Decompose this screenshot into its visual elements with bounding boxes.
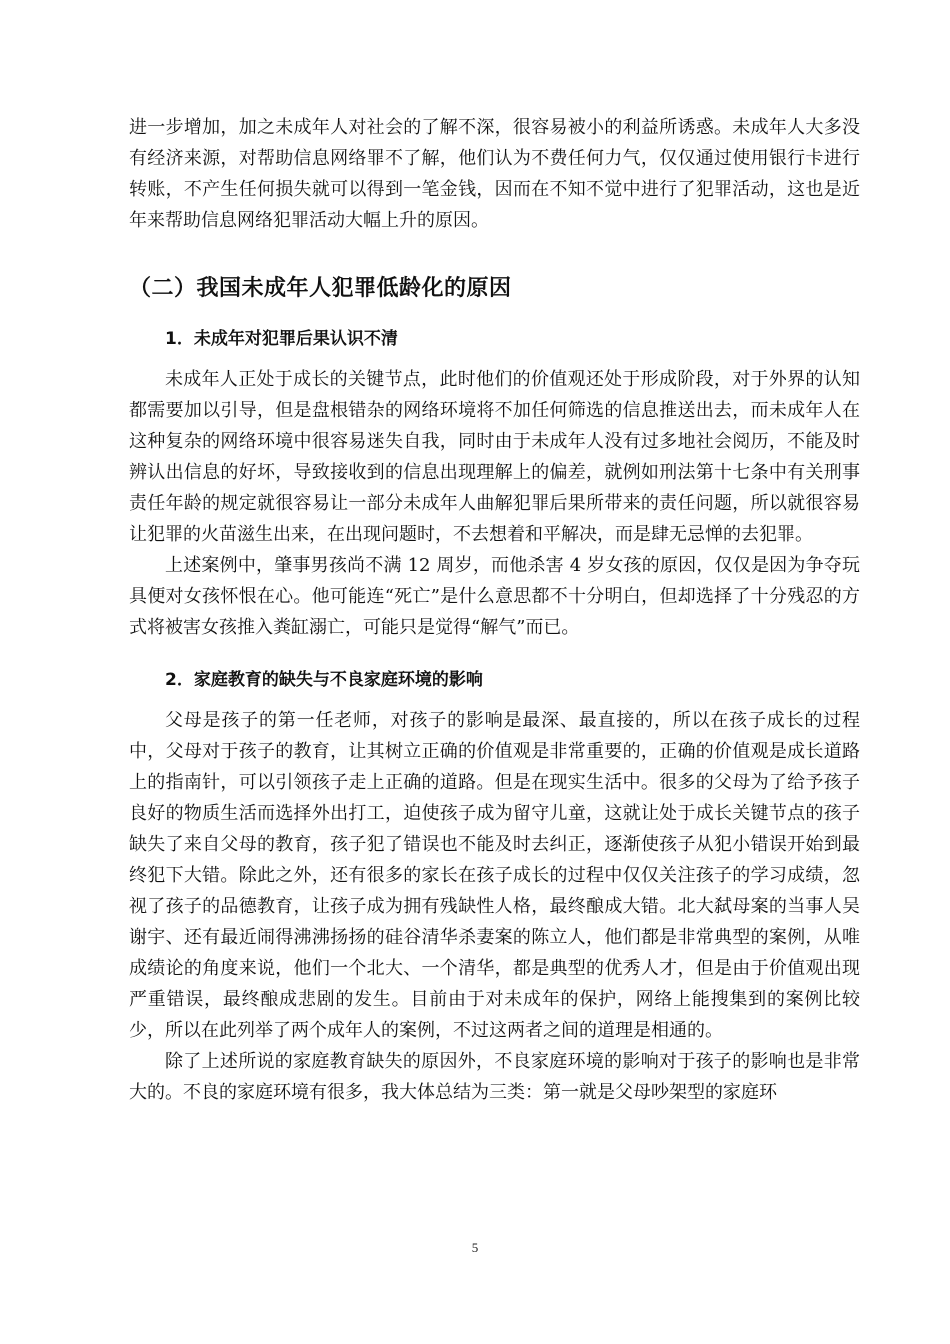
subsection-heading-1: 1．未成年对犯罪后果认识不清 (165, 329, 398, 349)
section-heading: （二）我国未成年人犯罪低龄化的原因 (129, 276, 512, 301)
page-number: 5 (471, 1240, 479, 1255)
paragraph-4: 除了上述所说的家庭教育缺失的原因外，不良家庭环境的影响对于孩子的影响也是非常大的。不良的家庭环境有很多，我大体总结为三类：第一就是父母吵架型的家庭环 (129, 1051, 860, 1103)
paragraph-1: 未成年人正处于成长的关键节点，此时他们的价值观还处于形成阶段，对于外界的认知都需要加以引导，但是盘根错杂的网络环境将不加任何筛选的信息推送出去，而未成年人在这种复杂的网络环境中很容易迷失自我，同时由于未成年人没有过多地社会阅历，不能及时辨认出信息的好坏，导致接收到的信息出现理解上的偏差，就例如刑法第十七条中有关刑事责任年龄的规定就很容易让一部分未成年人曲解犯罪后果所带来的责任问题，所以就很容易让犯罪的火苗滋生出来，在出现问题时，不去想着和平解决，而是肆无忌惮的去犯罪。 (129, 369, 860, 545)
intro-paragraph: 进一步增加，加之未成年人对社会的了解不深，很容易被小的利益所诱惑。未成年人大多没有经济来源，对帮助信息网络罪不了解，他们认为不费任何力气，仅仅通过使用银行卡进行转账，不产生任何损失就可以得到一笔金钱，因而在不知不觉中进行了犯罪活动，这也是近年来帮助信息网络犯罪活动大幅上升的原因。 (129, 117, 860, 231)
paragraph-3: 父母是孩子的第一任老师，对孩子的影响是最深、最直接的，所以在孩子成长的过程中，父母对于孩子的教育，让其树立正确的价值观是非常重要的，正确的价值观是成长道路上的指南针，可以引领孩子走上正确的道路。但是在现实生活中。很多的父母为了给予孩子良好的物质生活而选择外出打工，迫使孩子成为留守儿童，这就让处于成长关键节点的孩子缺失了来自父母的教育，孩子犯了错误也不能及时去纠正，逐渐使孩子从犯小错误开始到最终犯下大错。除此之外，还有很多的家长在孩子成长的过程中仅仅关注孩子的学习成绩，忽视了孩子的品德教育，让孩子成为拥有残缺性人格，最终酿成大错。北大弑母案的当事人吴谢宇、还有最近闹得沸沸扬扬的硅谷清华杀妻案的陈立人，他们都是非常典型的案例，从唯成绩论的角度来说，他们一个北大、一个清华，都是典型的优秀人才，但是由于价值观出现严重错误，最终酿成悲剧的发生。目前由于对未成年的保护，网络上能搜集到的案例比较少，所以在此列举了两个成年人的案例，不过这两者之间的道理是相通的。 (129, 710, 860, 1041)
paragraph-2: 上述案例中，肇事男孩尚不满 12 周岁，而他杀害 4 岁女孩的原因，仅仅是因为争夺玩具便对女孩怀恨在心。他可能连“死亡”是什么意思都不十分明白，但却选择了十分残忍的方式将被害女孩推入粪缸溺亡，可能只是觉得“解气”而已。 (129, 555, 860, 638)
subsection-heading-2: 2．家庭教育的缺失与不良家庭环境的影响 (165, 670, 483, 690)
page-content (129, 112, 860, 1108)
